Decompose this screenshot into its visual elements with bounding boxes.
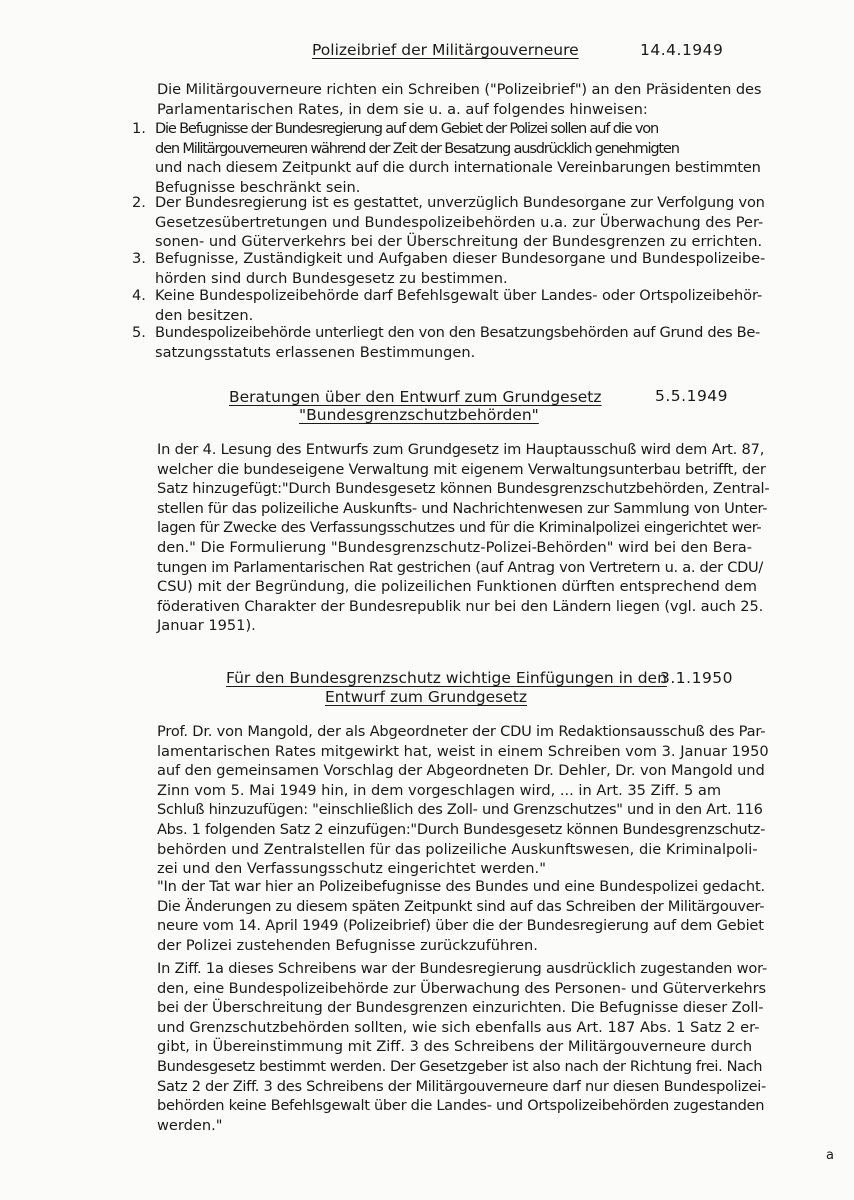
section2-title-line1: Beratungen über den Entwurf zum Grundgesetz [229, 388, 602, 406]
text-line: Gesetzesübertretungen und Bundespolizeibehörden u.a. zur Überwachung des Per- [155, 213, 764, 231]
section1-date: 14.4.1949 [640, 41, 724, 59]
list-number: 3. [132, 250, 146, 267]
section3-paragraph-3 [157, 959, 769, 1135]
section3-title-line1: Für den Bundesgrenzschutz wichtige Einfügungen in den [226, 669, 667, 687]
text-line: der Polizei zustehenden Befugnisse zurückzuführen. [157, 936, 538, 954]
text-line: Bundesgesetz bestimmt werden. Der Gesetzgeber ist also nach der Richtung frei. Nach [157, 1057, 763, 1075]
text-line: Januar 1951). [157, 617, 256, 635]
text-line: Zinn vom 5. Mai 1949 hin, in dem vorgeschlagen wird, ... in Art. 35 Ziff. 5 am [157, 781, 722, 799]
text-line: den." Die Formulierung "Bundesgrenzschutz-Polizei-Behörden" wird bei den Bera- [157, 538, 752, 556]
text-line: behörden keine Befehlsgewalt über die Landes- und Ortspolizeibehörden zugestanden [157, 1097, 765, 1115]
list-item [132, 193, 772, 253]
text-line: tungen im Parlamentarischen Rat gestrichen (auf Antrag von Vertretern u. a. der CDU/ [157, 558, 764, 576]
text-line: "In der Tat war hier an Polizeibefugnisse des Bundes und eine Bundespolizei gedacht. [157, 878, 765, 895]
list-number: 5. [132, 324, 146, 341]
text-line: den besitzen. [155, 306, 254, 324]
section2-date: 5.5.1949 [655, 387, 729, 405]
text-line: Bundespolizeibehörde unterliegt den von den Besatzungsbehörden auf Grund des Be- [155, 324, 761, 341]
text-line: Prof. Dr. von Mangold, der als Abgeordneter der CDU im Redaktionsausschuß des Par- [157, 723, 766, 740]
section2-body [157, 440, 769, 636]
section3-paragraph-2 [157, 877, 769, 955]
list-number: 2. [132, 194, 146, 211]
text-line: Die Militärgouverneure richten ein Schreiben ("Polizeibrief") an den Präsidenten des [157, 81, 762, 98]
text-line: neure vom 14. April 1949 (Polizeibrief) über die der Bundesregierung auf dem Gebiet [157, 917, 764, 935]
text-line: Die Befugnisse der Bundesregierung auf dem Gebiet der Polizei sollen auf die von [155, 120, 659, 137]
text-line: zei und den Verfassungsschutz eingerichtet werden." [157, 860, 546, 878]
text-line: welcher die bundeseigene Verwaltung mit eigenem Verwaltungsunterbau betrifft, der [157, 460, 766, 478]
text-line: lagen für Zwecke des Verfassungsschutzes und für die Kriminalpolizei eingerichtet wer- [157, 519, 762, 537]
section3-date: 3.1.1950 [660, 669, 734, 687]
list-number: 1. [132, 120, 146, 137]
text-line: den Militärgouverneuren während der Zeit der Besatzung ausdrücklich genehmigten [155, 139, 679, 157]
text-line: auf den gemeinsamen Vorschlag der Abgeordneten Dr. Dehler, Dr. von Mangold und [157, 762, 765, 780]
text-line: CSU) mit der Begründung, die polizeilichen Funktionen dürften entsprechend dem [157, 578, 757, 596]
text-line: gibt, in Übereinstimmung mit Ziff. 3 des Schreibens der Militärgouverneure durch [157, 1038, 753, 1056]
text-line: Der Bundesregierung ist es gestattet, unverzüglich Bundesorgane zur Verfolgung von [155, 194, 765, 211]
text-line: Die Änderungen zu diesem späten Zeitpunkt sind auf das Schreiben der Militärgouver- [157, 897, 765, 915]
list-item [132, 286, 772, 326]
list-item [132, 249, 772, 289]
text-line: lamentarischen Rates mitgewirkt hat, weist in einem Schreiben vom 3. Januar 1950 [157, 742, 769, 760]
list-item [132, 119, 772, 199]
text-line: Parlamentarischen Rates, in dem sie u. a. auf folgendes hinweisen: [157, 100, 648, 118]
text-line: stellen für das polizeiliche Auskunfts- und Nachrichtenwesen zur Sammlung von Unter- [157, 499, 768, 517]
text-line: In Ziff. 1a dieses Schreibens war der Bundesregierung ausdrücklich zugestanden wor- [157, 960, 768, 977]
section1-title: Polizeibrief der Militärgouverneure [312, 41, 579, 59]
text-line: Abs. 1 folgenden Satz 2 einzufügen:"Durch Bundesgesetz können Bundesgrenzschutz- [157, 820, 766, 838]
text-line: In der 4. Lesung des Entwurfs zum Grundgesetz im Hauptausschuß wird dem Art. 87, [157, 441, 765, 458]
text-line: sonen- und Güterverkehrs bei der Überschreitung der Bundesgrenzen zu errichten. [155, 233, 763, 251]
text-line: satzungsstatuts erlassenen Bestimmungen. [155, 343, 476, 361]
text-line: Keine Bundespolizeibehörde darf Befehlsgewalt über Landes- oder Ortspolizeibehör- [155, 287, 763, 304]
text-line: behörden und Zentralstellen für das polizeiliche Auskunftswesen, die Kriminalpoli- [157, 840, 758, 858]
section3-title-line2: Entwurf zum Grundgesetz [325, 688, 528, 706]
text-line: föderativen Charakter der Bundesrepublik nur bei den Ländern liegen (vgl. auch 25. [157, 597, 764, 615]
text-line: Schluß hinzuzufügen: "einschließlich des Zoll- und Grenzschutzes" und in den Art. 116 [157, 801, 763, 819]
text-line: Befugnisse, Zuständigkeit und Aufgaben dieser Bundesorgane und Bundespolizeibe- [155, 250, 766, 267]
text-line: Satz 2 der Ziff. 3 des Schreibens der Militärgouverneure darf nur diesen Bundespolizei- [157, 1077, 766, 1095]
list-number: 4. [132, 287, 146, 304]
text-line: bei der Überschreitung der Bundesgrenzen einzurichten. Die Befugnisse dieser Zoll- [157, 999, 764, 1017]
text-line: werden." [157, 1116, 223, 1134]
text-line: Befugnisse beschränkt sein. [155, 178, 361, 196]
section1-intro [157, 80, 769, 119]
text-line: den, eine Bundespolizeibehörde zur Überwachung des Personen- und Güterverkehrs [157, 979, 766, 997]
corner-mark: a [826, 1148, 834, 1163]
text-line: hörden sind durch Bundesgesetz zu bestimmen. [155, 269, 508, 287]
text-line: und nach diesem Zeitpunkt auf die durch internationale Vereinbarungen bestimmten [155, 159, 761, 177]
section2-title-line2: "Bundesgrenzschutzbehörden" [299, 406, 539, 424]
list-item [132, 323, 772, 363]
text-line: und Grenzschutzbehörden sollten, wie sich ebenfalls aus Art. 187 Abs. 1 Satz 2 er- [157, 1018, 760, 1036]
section3-paragraph-1 [157, 722, 769, 879]
text-line: Satz hinzugefügt:"Durch Bundesgesetz können Bundesgrenzschutzbehörden, Zentral- [157, 480, 770, 498]
